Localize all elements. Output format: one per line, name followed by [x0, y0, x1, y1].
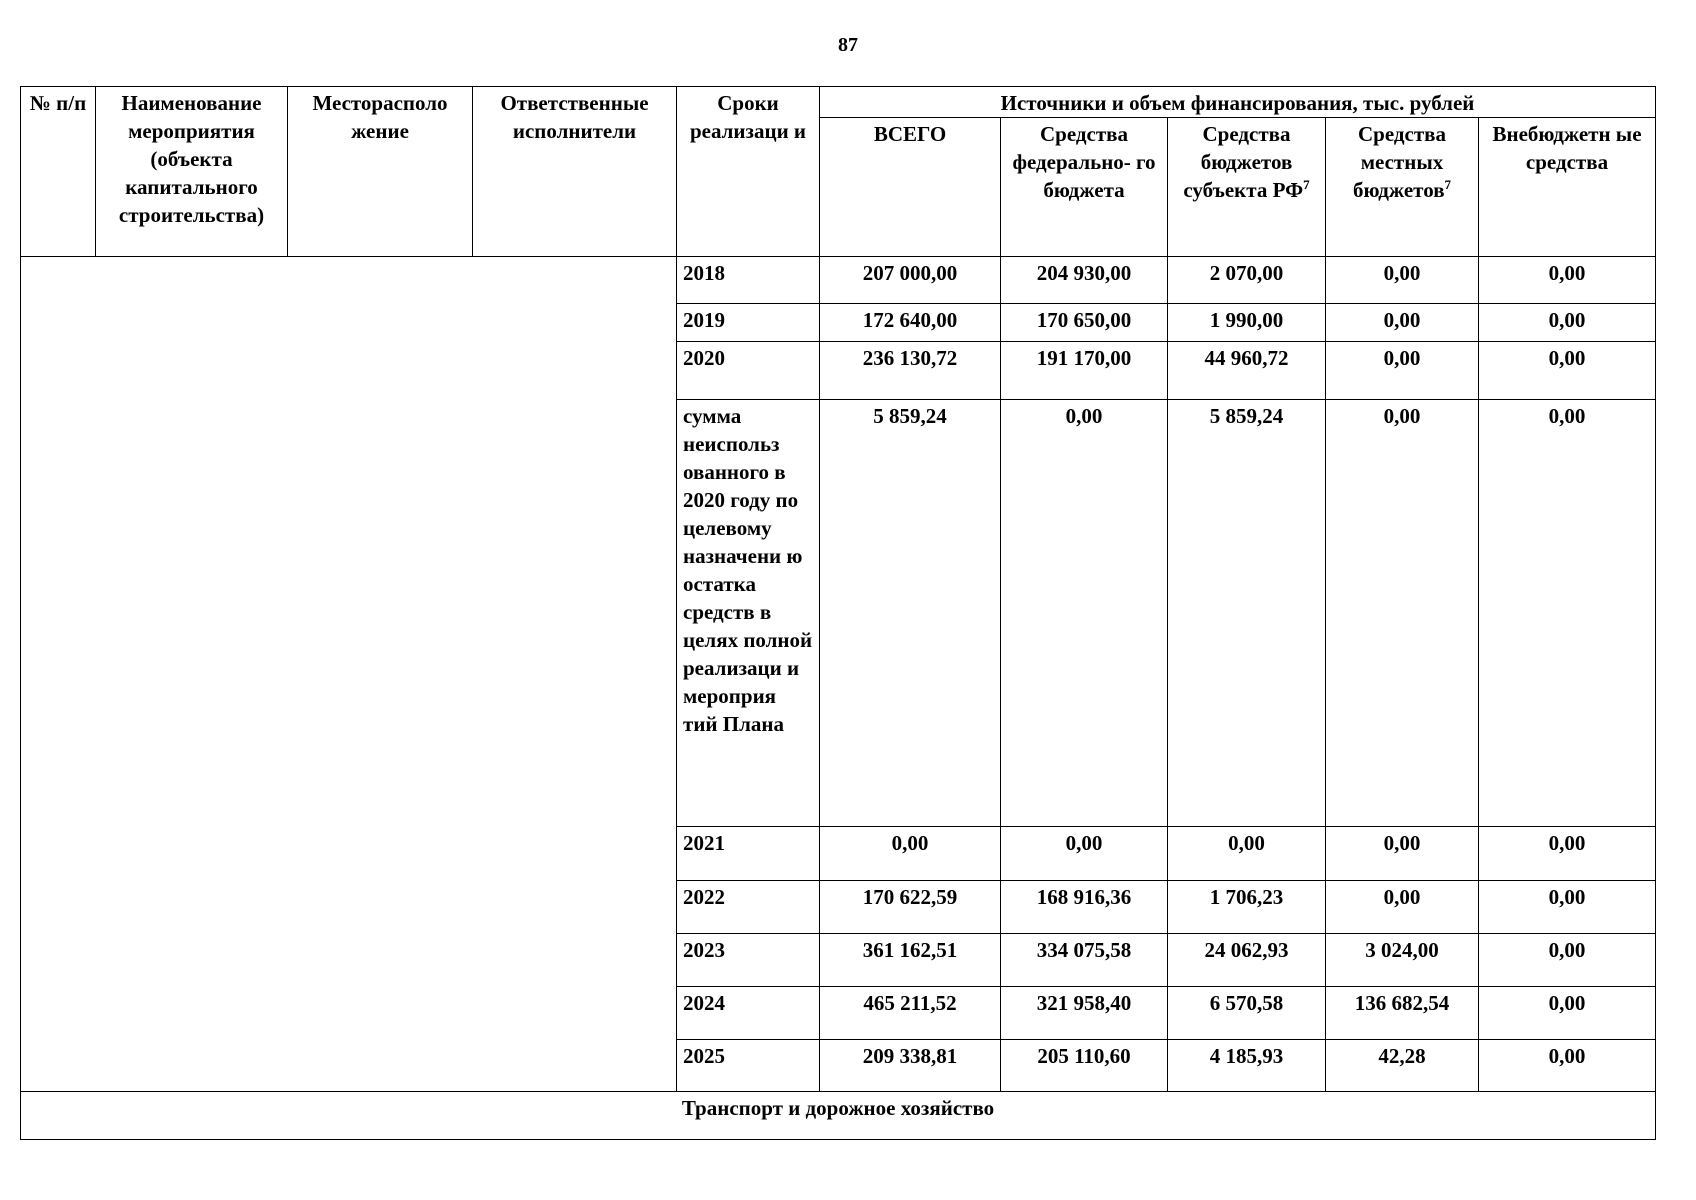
page-number: 87 — [838, 34, 858, 56]
row-subject: 4 185,93 — [1168, 1040, 1326, 1092]
row-federal: 170 650,00 — [1001, 304, 1168, 342]
row-term: 2019 — [677, 304, 820, 342]
header-no: № п/п — [21, 87, 96, 257]
header-extra: Внебюджетн ые средства — [1479, 118, 1656, 257]
row-subject: 0,00 — [1168, 827, 1326, 881]
row-term: 2025 — [677, 1040, 820, 1092]
row-term: 2024 — [677, 987, 820, 1040]
header-terms: Сроки реализаци и — [677, 87, 820, 257]
row-local: 0,00 — [1326, 304, 1479, 342]
row-local: 0,00 — [1326, 257, 1479, 304]
row-local: 0,00 — [1326, 342, 1479, 400]
row-subject: 44 960,72 — [1168, 342, 1326, 400]
header-sources-group: Источники и объем финансирования, тыс. рублей — [820, 87, 1656, 118]
row-federal: 205 110,60 — [1001, 1040, 1168, 1092]
row-local: 42,28 — [1326, 1040, 1479, 1092]
header-local — [1326, 118, 1479, 257]
row-term: 2023 — [677, 934, 820, 987]
row-total: 361 162,51 — [820, 934, 1001, 987]
row-extra: 0,00 — [1479, 827, 1656, 881]
row-local: 3 024,00 — [1326, 934, 1479, 987]
row-subject: 1 990,00 — [1168, 304, 1326, 342]
row-subject: 6 570,58 — [1168, 987, 1326, 1040]
row-extra: 0,00 — [1479, 881, 1656, 934]
row-extra: 0,00 — [1479, 1040, 1656, 1092]
row-term: 2021 — [677, 827, 820, 881]
row-term: 2020 — [677, 342, 820, 400]
row-local: 0,00 — [1326, 827, 1479, 881]
row-total: 0,00 — [820, 827, 1001, 881]
header-local-footnote: 7 — [1444, 177, 1452, 192]
row-local: 0,00 — [1326, 881, 1479, 934]
table-row — [21, 257, 1656, 304]
header-subject — [1168, 118, 1326, 257]
row-extra: 0,00 — [1479, 400, 1656, 827]
header-executors: Ответственные исполнители — [473, 87, 677, 257]
row-federal: 321 958,40 — [1001, 987, 1168, 1040]
empty-merged-cell — [21, 257, 677, 1092]
header-subject-label: Средства бюджетов субъекта РФ — [1183, 122, 1304, 202]
row-extra: 0,00 — [1479, 934, 1656, 987]
row-total: 5 859,24 — [820, 400, 1001, 827]
row-total: 465 211,52 — [820, 987, 1001, 1040]
row-term: сумма неиспольз ованного в 2020 году по целевому назначени ю остатка средств в целях полной реализаци и мероприя тий Плана — [677, 400, 820, 827]
row-extra: 0,00 — [1479, 342, 1656, 400]
row-federal: 334 075,58 — [1001, 934, 1168, 987]
row-federal: 0,00 — [1001, 400, 1168, 827]
header-location: Месторасполо жение — [288, 87, 473, 257]
header-subject-footnote: 7 — [1303, 177, 1310, 192]
row-subject: 24 062,93 — [1168, 934, 1326, 987]
row-term: 2018 — [677, 257, 820, 304]
header-federal: Средства федерально- го бюджета — [1001, 118, 1168, 257]
row-term: 2022 — [677, 881, 820, 934]
row-extra: 0,00 — [1479, 987, 1656, 1040]
row-total: 209 338,81 — [820, 1040, 1001, 1092]
row-extra: 0,00 — [1479, 257, 1656, 304]
row-local: 136 682,54 — [1326, 987, 1479, 1040]
row-federal: 191 170,00 — [1001, 342, 1168, 400]
header-name: Наименование мероприятия (объекта капитального строительства) — [96, 87, 288, 257]
row-total: 236 130,72 — [820, 342, 1001, 400]
row-subject: 2 070,00 — [1168, 257, 1326, 304]
section-title: Транспорт и дорожное хозяйство — [21, 1092, 1656, 1140]
financing-table — [20, 86, 1656, 1140]
row-federal: 0,00 — [1001, 827, 1168, 881]
row-total: 170 622,59 — [820, 881, 1001, 934]
row-total: 172 640,00 — [820, 304, 1001, 342]
row-subject: 5 859,24 — [1168, 400, 1326, 827]
header-total: ВСЕГО — [820, 118, 1001, 257]
row-extra: 0,00 — [1479, 304, 1656, 342]
section-row — [21, 1092, 1656, 1140]
row-total: 207 000,00 — [820, 257, 1001, 304]
row-local: 0,00 — [1326, 400, 1479, 827]
header-local-label: Средства местных бюджетов — [1352, 122, 1446, 202]
row-federal: 168 916,36 — [1001, 881, 1168, 934]
row-federal: 204 930,00 — [1001, 257, 1168, 304]
row-subject: 1 706,23 — [1168, 881, 1326, 934]
